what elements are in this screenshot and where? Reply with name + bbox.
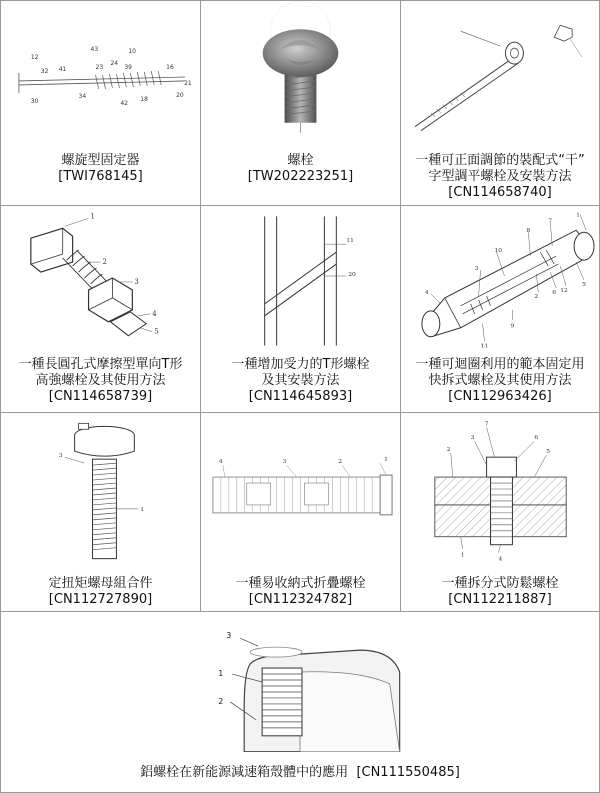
fig1-label: 34 xyxy=(78,92,87,100)
fig9-label: 1 xyxy=(460,551,465,559)
patent-title: 一種拆分式防鬆螺栓 xyxy=(441,576,559,591)
fig6-label: 11 xyxy=(480,342,489,350)
fig4-label: 3 xyxy=(134,277,139,286)
grid-row-2 xyxy=(1,206,600,413)
aluminum-bolt-housing-svg xyxy=(1,612,599,752)
patent-number: [TW202223251] xyxy=(247,169,354,184)
patent-title: 一種可迴圈利用的範本固定用 xyxy=(415,357,585,372)
fig8-label: 1 xyxy=(384,456,388,464)
patent-number: [CN114658739] xyxy=(48,389,153,404)
patent-caption xyxy=(401,153,599,201)
fig6-label: 5 xyxy=(582,280,586,288)
patent-number: [CN112211887] xyxy=(448,592,552,607)
torque-nut-svg xyxy=(1,413,200,568)
fig4-label: 2 xyxy=(102,258,107,267)
patent-caption xyxy=(1,765,599,781)
drawing-anti-loose-bolt xyxy=(401,413,599,568)
patent-cell-9 xyxy=(401,413,600,612)
fig4-label: 5 xyxy=(154,327,159,336)
fig5-label: 20 xyxy=(348,271,356,279)
fig1-label: 42 xyxy=(120,99,129,107)
fig10-label: 2 xyxy=(218,696,224,706)
grid-row-3 xyxy=(1,413,600,612)
patent-caption xyxy=(401,357,599,405)
patent-caption xyxy=(401,576,599,608)
fig7-label: 1 xyxy=(140,505,145,513)
fig6-label: 3 xyxy=(474,265,479,273)
fig6-label: 2 xyxy=(534,292,539,300)
patent-title-line2: 快拆式螺栓及其使用方法 xyxy=(428,373,572,388)
patent-cell-7 xyxy=(1,413,201,612)
fig9-label: 7 xyxy=(484,420,489,428)
fig9-label: 5 xyxy=(546,448,551,456)
fig8-label: 4 xyxy=(218,458,223,466)
patent-cell-8 xyxy=(201,413,401,612)
patent-number: [CN114658740] xyxy=(448,185,552,200)
fig4-label: 4 xyxy=(152,309,157,318)
t-bolt-section-svg xyxy=(201,206,400,351)
patent-title-line2: 及其安裝方法 xyxy=(261,373,340,388)
drawing-quick-release-bolt xyxy=(401,206,599,351)
patent-number: [CN112324782] xyxy=(248,592,353,607)
bolt-3d-svg xyxy=(201,1,400,141)
drawing-torque-nut xyxy=(1,413,200,568)
fig6-label: 1 xyxy=(576,211,580,219)
patent-cell-4 xyxy=(1,206,201,413)
patent-number: [CN112963426] xyxy=(448,389,552,404)
fig1-label: 24 xyxy=(110,60,119,68)
patent-caption xyxy=(1,153,200,185)
fig8-label: 2 xyxy=(338,458,343,466)
patent-title: 一種可正面調節的裝配式“干” xyxy=(415,153,585,168)
patent-title: 鋁螺栓在新能源減速箱殼體中的應用 xyxy=(140,765,349,780)
patent-title: 一種長圓孔式摩擦型單向T形 xyxy=(18,357,183,372)
patent-title: 螺栓 xyxy=(287,153,314,168)
patent-title-line2: 高強螺栓及其使用方法 xyxy=(35,373,166,388)
anti-loose-bolt-svg xyxy=(401,413,599,568)
patent-cell-2 xyxy=(201,1,401,206)
quick-release-bolt-svg xyxy=(401,206,599,351)
grid-row-4 xyxy=(1,612,600,793)
fig9-label: 6 xyxy=(534,434,539,442)
fig6-label: 8 xyxy=(526,227,531,235)
fig6-label: 6 xyxy=(552,288,557,296)
grid-row-1 xyxy=(1,1,600,206)
patent-title: 螺旋型固定器 xyxy=(61,153,140,168)
drawing-bolt-3d xyxy=(201,1,400,141)
fig6-label: 10 xyxy=(494,247,503,255)
fig1-label: 32 xyxy=(40,67,49,75)
drawing-aluminum-bolt-housing xyxy=(1,612,599,752)
patent-cell-1 xyxy=(1,1,201,206)
drawing-folding-bolt xyxy=(201,413,400,568)
fig8-label: 3 xyxy=(282,458,287,466)
drawing-spiral-fastener xyxy=(1,1,200,141)
patent-caption xyxy=(201,357,400,405)
leveling-bolt-svg xyxy=(401,1,599,141)
fig6-label: 9 xyxy=(510,322,515,330)
fig1-label: 43 xyxy=(90,46,99,54)
fig1-label: 21 xyxy=(184,79,192,87)
fig1-label: 18 xyxy=(140,95,148,103)
patent-title-line2: 字型調平螺栓及安裝方法 xyxy=(428,169,572,184)
fig9-label: 2 xyxy=(446,446,451,454)
spiral-fastener-svg xyxy=(1,1,200,141)
patent-caption xyxy=(201,153,400,185)
patent-caption xyxy=(1,576,200,608)
patent-title: 一種易收納式折疊螺栓 xyxy=(235,576,366,591)
patent-number: [CN112727890] xyxy=(48,592,153,607)
fig5-label: 11 xyxy=(346,237,354,245)
fig6-label: 12 xyxy=(560,286,568,294)
fig6-label: 7 xyxy=(548,217,553,225)
fig1-label: 12 xyxy=(30,54,39,62)
patent-caption xyxy=(1,357,200,405)
patent-cell-10 xyxy=(1,612,600,793)
fig10-label: 1 xyxy=(218,669,224,679)
drawing-leveling-bolt xyxy=(401,1,599,141)
fig1-label: 39 xyxy=(124,64,132,72)
fig1-label: 41 xyxy=(58,66,67,74)
fig1-label: 30 xyxy=(30,97,39,105)
patent-cell-6 xyxy=(401,206,600,413)
fig1-label: 10 xyxy=(128,48,136,56)
fig7-label: 3 xyxy=(58,452,63,460)
patent-title: 一種增加受力的T形螺栓 xyxy=(231,357,370,372)
patent-cell-5 xyxy=(201,206,401,413)
fig9-label: 3 xyxy=(470,434,475,442)
drawing-t-bolt xyxy=(1,206,200,351)
fig6-label: 4 xyxy=(424,288,429,296)
folding-bolt-svg xyxy=(201,413,400,568)
patent-number: [CN111550485] xyxy=(356,765,460,780)
patent-number: [CN114645893] xyxy=(248,389,353,404)
patent-title-with-number xyxy=(1,765,599,781)
fig9-label: 4 xyxy=(498,555,503,563)
patent-caption xyxy=(201,576,400,608)
fig1-label: 23 xyxy=(95,64,104,72)
t-bolt-svg xyxy=(1,206,200,351)
patent-number: [TWI768145] xyxy=(58,169,143,184)
fig1-label: 20 xyxy=(176,91,184,99)
fig4-label: 1 xyxy=(90,212,95,221)
patent-title: 定扭矩螺母組合件 xyxy=(48,576,153,591)
fig1-label: 16 xyxy=(166,64,174,72)
fig10-label: 3 xyxy=(226,631,232,641)
drawing-t-bolt-section xyxy=(201,206,400,351)
patent-cell-3 xyxy=(401,1,600,206)
